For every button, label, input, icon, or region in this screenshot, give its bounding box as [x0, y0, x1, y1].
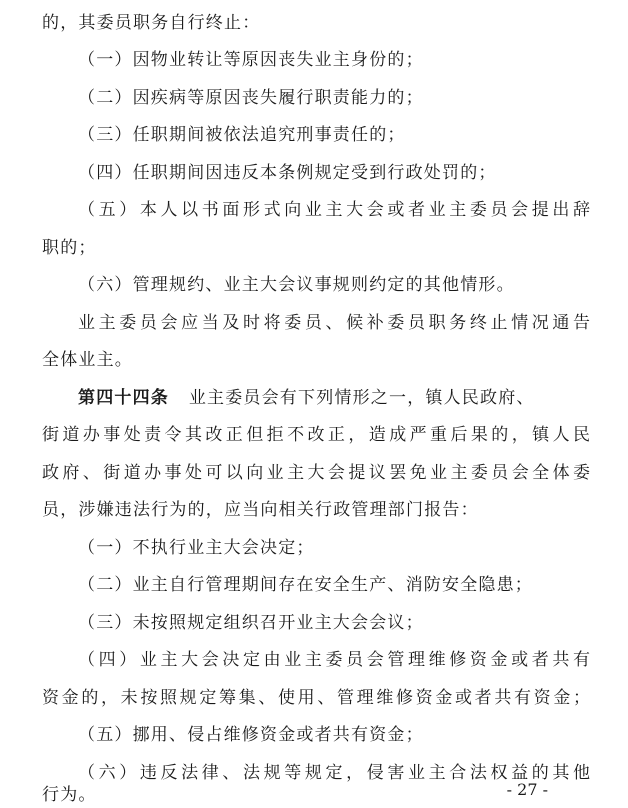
page-number: - 27 -	[506, 780, 548, 799]
text-line: 的，其委员职务自行终止：	[42, 13, 261, 33]
article-heading: 第四十四条	[78, 388, 169, 408]
text-line: （一）不执行业主大会决定；	[78, 538, 315, 558]
text-line: 业主委员会应当及时将委员、候补委员职务终止情况通告	[78, 313, 590, 333]
text-line: （三）未按照规定组织召开业主大会会议；	[78, 613, 424, 633]
text-line: 全体业主。	[42, 350, 133, 370]
text-line: （四）任职期间因违反本条例规定受到行政处罚的；	[78, 163, 497, 183]
text-line: （四）业主大会决定由业主委员会管理维修资金或者共有	[78, 650, 590, 670]
text-line: （三）任职期间被依法追究刑事责任的；	[78, 125, 406, 145]
text-line: （五）挪用、侵占维修资金或者共有资金；	[78, 725, 424, 745]
text-line: （六）管理规约、业主大会议事规则约定的其他情形。	[78, 275, 515, 295]
text-line: 员，涉嫌违法行为的，应当向相关行政管理部门报告：	[42, 500, 479, 520]
text-line: 职的；	[42, 238, 97, 258]
text-line: （一）因物业转让等原因丧失业主身份的；	[78, 50, 424, 70]
article-44-first-line	[78, 387, 590, 409]
text-line: 资金的，未按照规定筹集、使用、管理维修资金或者共有资金；	[42, 688, 590, 708]
text-line: （五）本人以书面形式向业主大会或者业主委员会提出辞	[78, 200, 590, 220]
text-line: （二）因疾病等原因丧失履行职责能力的；	[78, 88, 424, 108]
text-line: （二）业主自行管理期间存在安全生产、消防安全隐患；	[78, 575, 533, 595]
text-line: 街道办事处责令其改正但拒不改正，造成严重后果的，镇人民	[42, 425, 590, 445]
text-segment: 业主委员会有下列情形之一，镇人民政府、	[188, 388, 535, 408]
text-line: 行为。	[42, 785, 97, 805]
text-line: （六）违反法律、法规等规定，侵害业主合法权益的其他	[78, 763, 590, 783]
text-line: 政府、街道办事处可以向业主大会提议罢免业主委员会全体委	[42, 463, 590, 483]
